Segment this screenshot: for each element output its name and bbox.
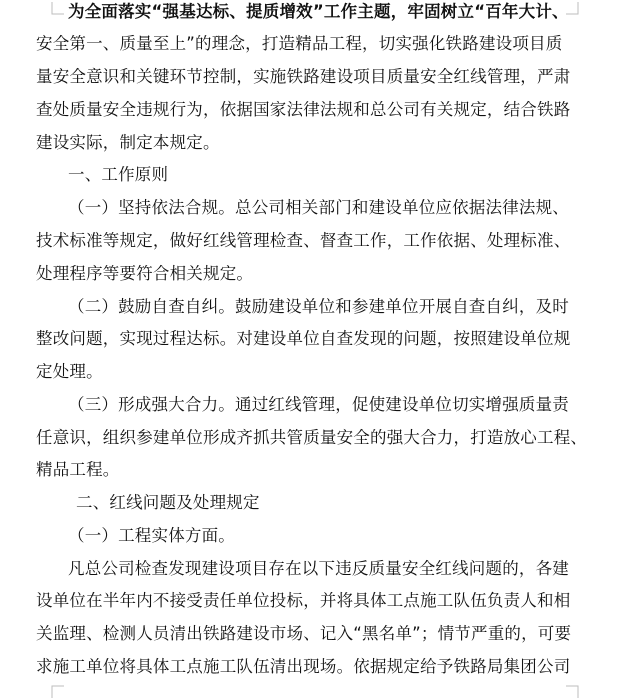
paragraph-line: （三）形成强大合力。通过红线管理，促使建设单位切实增强质量责 xyxy=(68,395,569,414)
paragraph-line: 技术标准等规定，做好红线管理检查、督查工作，工作依据、处理标准、 xyxy=(36,231,571,250)
paragraph-line: 凡总公司检查发现建设项目存在以下违反质量安全红线问题的，各建 xyxy=(68,559,569,578)
paragraph-line: （一）坚持依法合规。总公司相关部门和建设单位应依据法律法规、 xyxy=(68,198,569,217)
paragraph-line: 整改问题，实现过程达标。对建设单位自查发现的问题，按照建设单位规 xyxy=(36,329,571,348)
paragraph-line: 处理程序等要符合相关规定。 xyxy=(36,264,254,283)
paragraph-line: 设单位在半年内不接受责任单位投标，并将具体工点施工队伍负责人和相 xyxy=(36,591,571,610)
paragraph-line: 定处理。 xyxy=(36,362,103,381)
paragraph-line: （二）鼓励自查自纠。鼓励建设单位和参建单位开展自查自纠，及时 xyxy=(68,297,569,316)
section-heading: 一、工作原则 xyxy=(68,165,169,184)
paragraph-line: 关监理、检测人员清出铁路建设市场、记入“黑名单”；情节严重的，可要 xyxy=(36,624,572,643)
section-heading: 二、红线问题及处理规定 xyxy=(76,493,260,512)
paragraph-line: 精品工程。 xyxy=(36,460,120,479)
paragraph-line: 查处质量安全违规行为，依据国家法律法规和总公司有关规定，结合铁路 xyxy=(36,100,571,119)
subsection-heading: （一）工程实体方面。 xyxy=(68,526,235,545)
paragraph-line: 任意识，组织参建单位形成齐抓共管质量安全的强大合力，打造放心工程、 xyxy=(36,428,588,447)
paragraph-line: 求施工单位将具体工点施工队伍清出现场。依据规定给予铁路局集团公司 xyxy=(36,657,571,676)
paragraph-line: 量安全意识和关键环节控制，实施铁路建设项目质量安全红线管理，严肃 xyxy=(36,67,571,86)
paragraph-line: 安全第一、质量至上”的理念，打造精品工程，切实强化铁路建设项目质 xyxy=(36,34,563,53)
paragraph-line: 为全面落实“强基达标、提质增效”工作主题，牢固树立“百年大计、 xyxy=(68,2,569,21)
paragraph-line: 建设实际，制定本规定。 xyxy=(36,133,220,152)
